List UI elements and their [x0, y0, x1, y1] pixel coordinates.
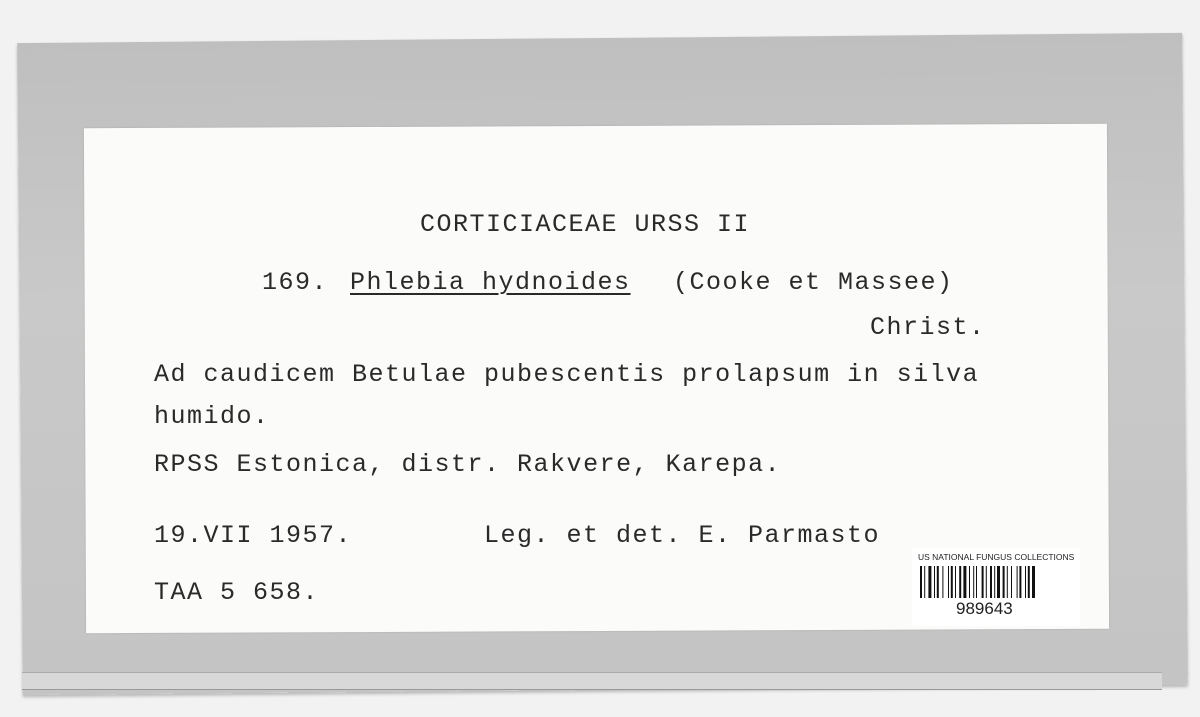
habitat-line-2: humido. — [154, 402, 270, 431]
collection-barcode-stamp — [912, 548, 1080, 626]
barcode-icon — [920, 566, 1072, 598]
stamp-header: US NATIONAL FUNGUS COLLECTIONS — [918, 552, 1075, 562]
label-heading: CORTICIACEAE URSS II — [420, 210, 751, 239]
habitat-line-1: Ad caudicem Betulae pubescentis prolapsum in silva — [154, 360, 980, 389]
specimen-number: 169. — [262, 268, 329, 297]
species-authority-continued: Christ. — [870, 313, 986, 342]
barcode-number: 989643 — [956, 599, 1013, 618]
board-lower-edge — [22, 672, 1162, 690]
collection-date: 19.VII 1957. — [154, 521, 353, 550]
locality: RPSS Estonica, distr. Rakvere, Karepa. — [154, 450, 782, 479]
species-name: Phlebia hydnoides — [350, 268, 631, 297]
species-authority: (Cooke et Massee) — [673, 268, 954, 297]
accession-number: TAA 5 658. — [154, 578, 320, 607]
collector: Leg. et det. E. Parmasto — [484, 521, 881, 550]
